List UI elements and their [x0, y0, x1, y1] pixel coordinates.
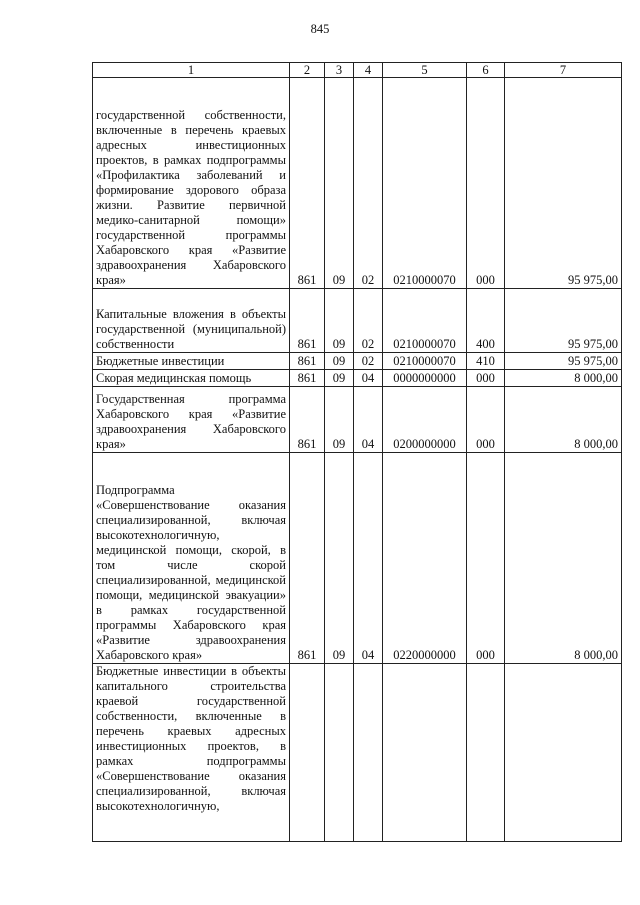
row-ministry: 861 — [290, 370, 325, 387]
table-row — [93, 664, 622, 842]
row-name: Подпрограмма «Совершенствование оказания специализированной, включая высокотехнологичную, медицинской помощи, скорой, в том числе скорой специализированной, медицинской помощи, медицинской эвакуации» в рамках государственной программы Хабаровского края «Развитие здравоохранения Хабаровского края» — [93, 453, 290, 664]
table-row — [93, 78, 622, 289]
row-name: Капитальные вложения в объекты государственной (муниципальной) собственности — [93, 289, 290, 353]
row-ministry: 861 — [290, 78, 325, 289]
row-ministry: 861 — [290, 453, 325, 664]
table-row — [93, 387, 622, 453]
row-target — [383, 664, 467, 842]
table-row — [93, 370, 622, 387]
row-target: 0000000000 — [383, 370, 467, 387]
row-subsection: 04 — [354, 387, 383, 453]
row-amount: 8 000,00 — [505, 370, 622, 387]
row-section — [325, 664, 354, 842]
row-target: 0210000070 — [383, 353, 467, 370]
col-header-1: 1 — [93, 63, 290, 78]
row-ministry — [290, 664, 325, 842]
col-header-6: 6 — [467, 63, 505, 78]
row-subsection: 02 — [354, 289, 383, 353]
col-header-2: 2 — [290, 63, 325, 78]
row-expense-type: 000 — [467, 387, 505, 453]
budget-table — [92, 62, 622, 842]
row-expense-type: 000 — [467, 78, 505, 289]
row-ministry: 861 — [290, 387, 325, 453]
row-expense-type: 400 — [467, 289, 505, 353]
row-expense-type: 000 — [467, 453, 505, 664]
row-section: 09 — [325, 453, 354, 664]
row-subsection: 04 — [354, 370, 383, 387]
row-subsection: 04 — [354, 453, 383, 664]
row-amount: 8 000,00 — [505, 453, 622, 664]
row-amount: 8 000,00 — [505, 387, 622, 453]
row-section: 09 — [325, 387, 354, 453]
row-section: 09 — [325, 289, 354, 353]
col-header-5: 5 — [383, 63, 467, 78]
row-section: 09 — [325, 353, 354, 370]
row-section: 09 — [325, 370, 354, 387]
row-target: 0210000070 — [383, 289, 467, 353]
row-name: Скорая медицинская помощь — [93, 370, 290, 387]
col-header-4: 4 — [354, 63, 383, 78]
row-name: Бюджетные инвестиции в объекты капитального строительства краевой государственной собственности, включенные в перечень краевых адресных инвестиционных проектов, в рамках подпрограммы «Совершенствование оказания специализированной, включая высокотехнологичную, — [93, 664, 290, 842]
row-name: Бюджетные инвестиции — [93, 353, 290, 370]
row-name: Государственная программа Хабаровского края «Развитие здравоохранения Хабаровского края» — [93, 387, 290, 453]
row-amount — [505, 664, 622, 842]
row-section: 09 — [325, 78, 354, 289]
row-subsection — [354, 664, 383, 842]
row-expense-type: 410 — [467, 353, 505, 370]
row-amount: 95 975,00 — [505, 289, 622, 353]
table-row — [93, 353, 622, 370]
row-target: 0200000000 — [383, 387, 467, 453]
row-subsection: 02 — [354, 353, 383, 370]
row-ministry: 861 — [290, 289, 325, 353]
col-header-7: 7 — [505, 63, 622, 78]
header-row — [93, 63, 622, 78]
row-expense-type: 000 — [467, 370, 505, 387]
row-target: 0210000070 — [383, 78, 467, 289]
row-expense-type — [467, 664, 505, 842]
page-number: 845 — [310, 22, 330, 36]
row-amount: 95 975,00 — [505, 353, 622, 370]
row-amount: 95 975,00 — [505, 78, 622, 289]
row-target: 0220000000 — [383, 453, 467, 664]
table-row — [93, 453, 622, 664]
table-row — [93, 289, 622, 353]
row-ministry: 861 — [290, 353, 325, 370]
row-name: государственной собственности, включенные в перечень краевых адресных инвестиционных проектов, в рамках подпрограммы «Профилактика заболеваний и формирование здорового образа жизни. Развитие первичной медико-санитарной помощи» государственной программы Хабаровского края «Развитие здравоохранения Хабаровского края» — [93, 78, 290, 289]
row-subsection: 02 — [354, 78, 383, 289]
col-header-3: 3 — [325, 63, 354, 78]
